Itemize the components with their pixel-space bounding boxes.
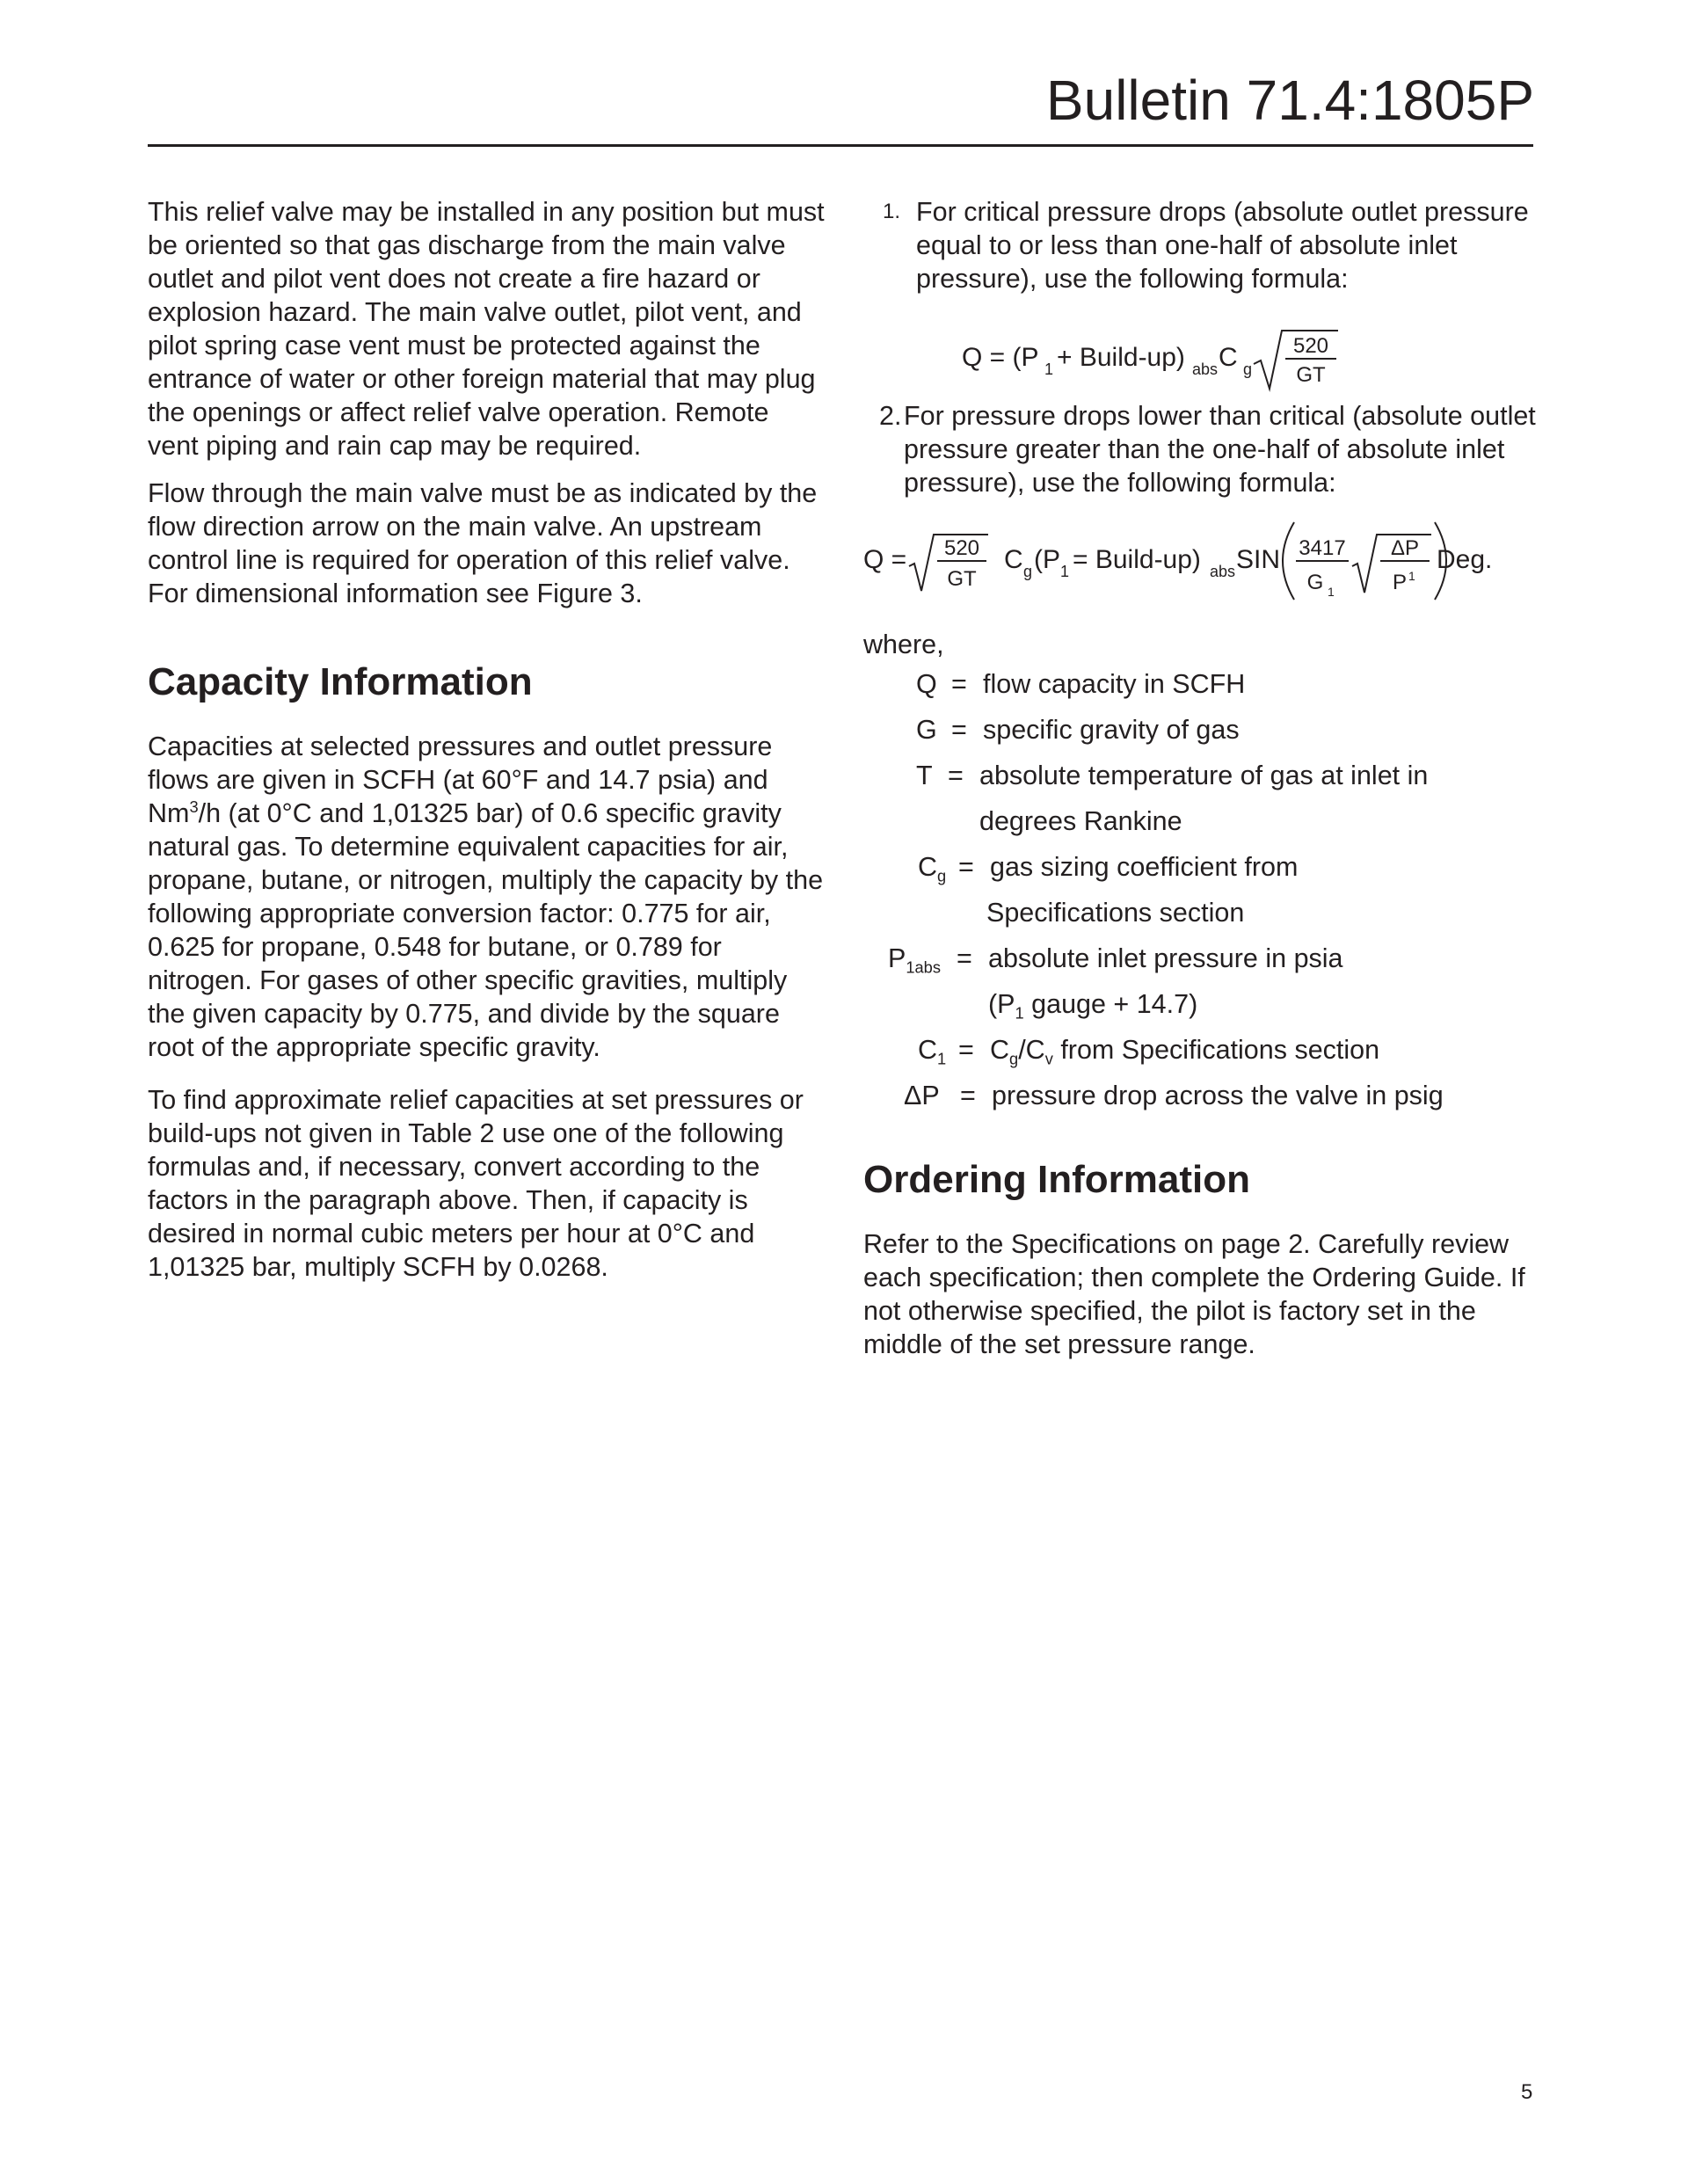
where-label: where, — [863, 630, 944, 659]
definition-t: T = absolute temperature of gas at inlet in — [916, 761, 1429, 790]
definition-q: Q = flow capacity in SCFH — [916, 669, 1246, 699]
svg-text:3417: 3417 — [1299, 536, 1346, 560]
svg-text:GT: GT — [1296, 363, 1326, 387]
svg-text:P: P — [1392, 571, 1408, 594]
ordering-paragraph: Refer to the Specifications on page 2. Carefully review each specification; then complete the Ordering Guide. If not otherwise specified, the pilot is factory set in the middle of the set pressure range. — [863, 1229, 1525, 1360]
page-number: 5 — [1521, 2080, 1533, 2104]
svg-text:abs: abs — [1210, 563, 1236, 580]
item-number: 2. — [879, 401, 902, 431]
definition-delta-p: ΔP = pressure drop across the valve in psig — [904, 1081, 1444, 1110]
definition-cg: $C_g$ = gas sizing coefficient from — [918, 852, 1299, 885]
formula-1-graphic — [863, 311, 1540, 399]
definition-cg-continued: Specifications section — [986, 898, 1245, 928]
definition-t-continued: degrees Rankine — [979, 806, 1182, 836]
bulletin-title: Bulletin 71.4:1805P — [1045, 69, 1534, 132]
definition-p1abs-continued: ($P_1$ gauge + 14.7) — [988, 989, 1198, 1023]
svg-text:abs: abs — [1192, 360, 1219, 378]
flow-paragraph: Flow through the main valve must be as indicated by the flow direction arrow on the main valve. An upstream control line is required for operation of this relief valve. For dimensional information see Figure 3. — [148, 478, 818, 608]
svg-text:G: G — [1306, 571, 1324, 594]
svg-text:C: C — [1004, 545, 1023, 574]
variable-definitions — [863, 666, 1540, 1124]
formula-intro-paragraph: To find approximate relief capacities at set pressures or build-ups not given in Table 2 use one of the following formulas and, if necessary, convert according to the factors in the paragraph above. Then, if capacity is desired in normal cubic meters per hour at 0°C and 1,01325 bar, multiply SCFH by 0.0268. — [148, 1085, 804, 1283]
definition-p1abs: $P_{1abs}$ = absolute inlet pressure in psia — [888, 943, 1343, 977]
svg-text:520: 520 — [1292, 334, 1329, 358]
svg-text:1: 1 — [1328, 585, 1335, 599]
right-column — [863, 195, 1540, 1361]
ordering-heading: Ordering Information — [863, 1158, 1250, 1201]
formula-2-graphic — [863, 515, 1540, 612]
svg-text:+ Build-up): + Build-up) — [1057, 343, 1185, 372]
svg-text:1: 1 — [1044, 360, 1054, 378]
svg-text:GT: GT — [947, 567, 977, 591]
svg-text:g: g — [1023, 563, 1033, 580]
definition-c1: $C_1$ = $C_g/C_v$ from Specifications section — [918, 1035, 1380, 1068]
definition-g: G = specific gravity of gas — [916, 715, 1240, 745]
svg-text:C: C — [1219, 343, 1238, 372]
capacity-paragraph: Capacities at selected pressures and outlet pressure flows are given in SCFH (at 60°F and 14.7 psia) and Nm$^3$/h (at 0°C and 1,01325 bar) of 0.6 specific gravity natural gas. To determine equivalent capacities for air, propane, butane, or nitrogen, multiply the capacity by the following appropriate conversion factor: 0.775 for air, 0.625 for propane, 0.548 for butane, or 0.789 for nitrogen. For gases of other specific gravities, multiply the given capacity by 0.775, and divide by the square root of the appropriate specific gravity. — [148, 732, 824, 1063]
svg-text:1: 1 — [1408, 569, 1415, 583]
formula-item-2: 2. For pressure drops lower than critical (absolute outlet pressure greater than the one-half of absolute inlet pressure), use the following formula: — [879, 401, 1536, 498]
svg-text:1: 1 — [1060, 563, 1070, 580]
header-rule — [148, 144, 1533, 147]
svg-text:g: g — [1243, 360, 1253, 378]
item-number: 1. — [883, 200, 901, 223]
svg-text:(P: (P — [1034, 545, 1060, 574]
svg-text:ΔP: ΔP — [1390, 536, 1420, 560]
left-paren — [1283, 522, 1294, 600]
critical-flow-formula — [863, 311, 1540, 399]
subcritical-flow-formula — [863, 515, 1540, 612]
svg-text:= Build-up): = Build-up) — [1073, 545, 1201, 574]
svg-text:Deg.: Deg. — [1437, 545, 1493, 574]
svg-text:Q =: Q = — [863, 545, 907, 574]
installation-paragraph: This relief valve may be installed in any position but must be oriented so that gas discharge from the main valve outlet and pilot vent does not create a fire hazard or explosion hazard. The main valve outlet, pilot vent, and pilot spring case vent must be protected against the entrance of water or other foreign material that may plug the openings or affect relief valve operation. Remote vent piping and rain cap may be required. — [148, 197, 825, 461]
svg-text:SIN: SIN — [1236, 545, 1281, 574]
svg-text:Q = (P: Q = (P — [962, 343, 1039, 372]
svg-text:520: 520 — [943, 536, 980, 560]
left-column — [148, 195, 825, 1284]
formula-item-1: 1. For critical pressure drops (absolute outlet pressure equal to or less than one-half of absolute inlet pressure), use the following formula: — [883, 197, 1529, 294]
capacity-heading: Capacity Information — [148, 660, 533, 703]
